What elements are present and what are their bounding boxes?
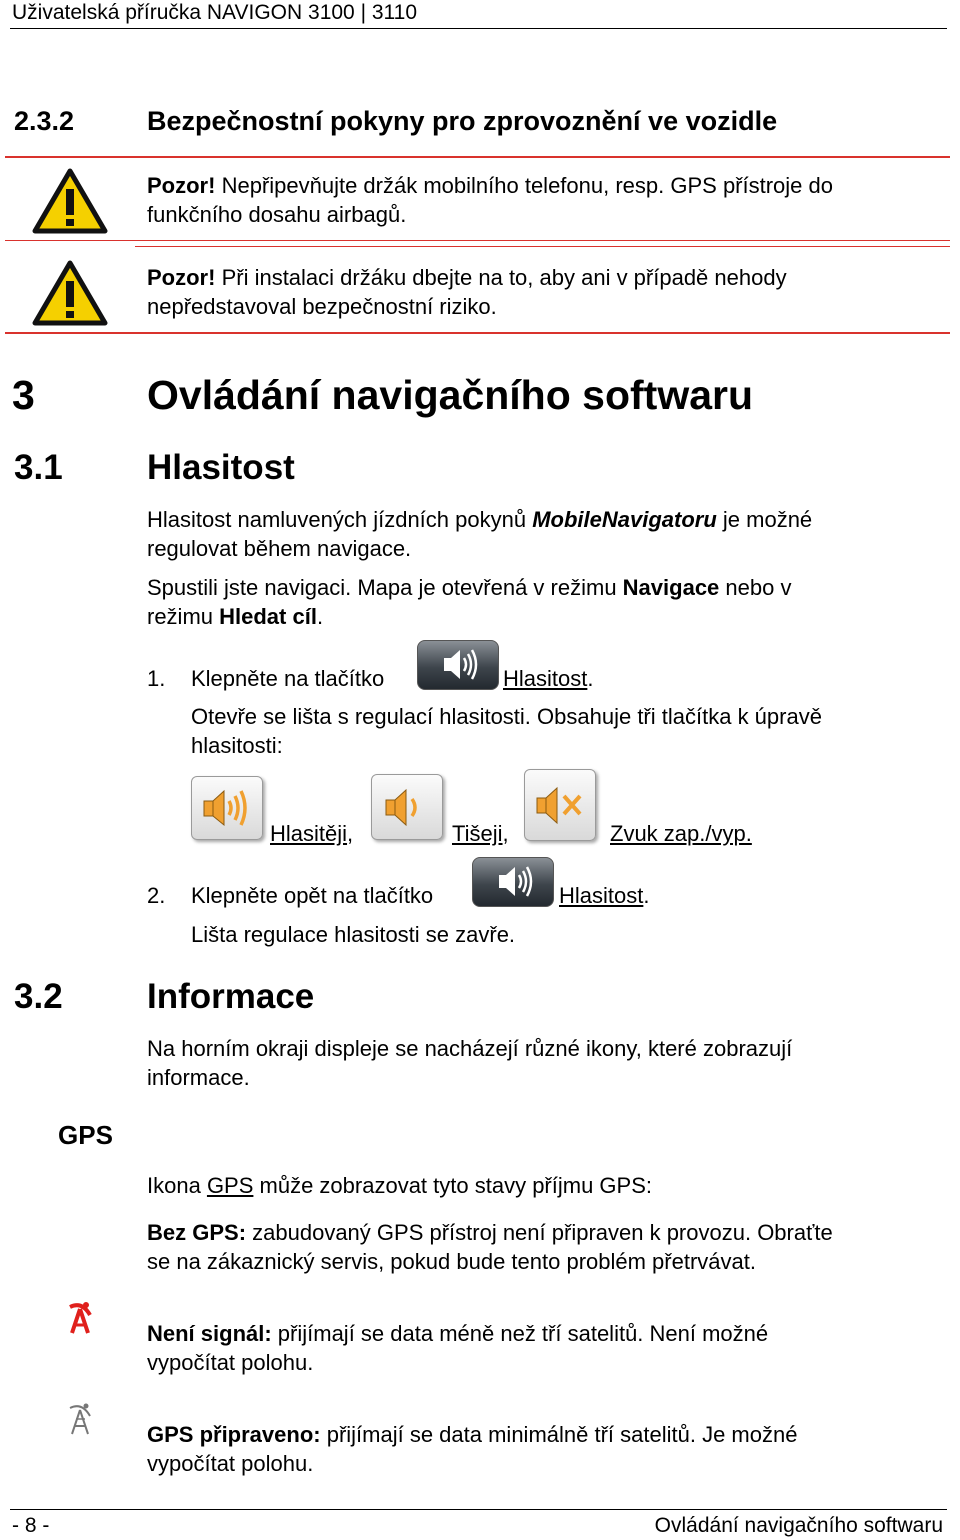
footer-divider xyxy=(10,1509,947,1510)
step-description: Lišta regulace hlasitosti se zavře. xyxy=(191,922,516,947)
section-number: 2.3.2 xyxy=(14,106,75,136)
step-number: 1. xyxy=(147,666,166,691)
volume-link-group: Hlasitost. xyxy=(559,883,650,908)
warning-icon xyxy=(32,260,108,326)
warning-text-1: Pozor! Nepřipevňujte držák mobilního telefonu, resp. GPS přístroje do funkčního dosahu airbagů. xyxy=(147,173,833,227)
step-description: Otevře se lišta s regulací hlasitosti. Obsahuje tři tlačítka k úpravě hlasitosti: xyxy=(191,704,822,758)
header-divider xyxy=(10,28,947,29)
mute-link[interactable]: Zvuk zap./vyp. xyxy=(610,821,752,846)
speaker-icon xyxy=(473,858,553,906)
step-text: Klepněte opět na tlačítko xyxy=(191,883,434,908)
chapter-number: 3 xyxy=(12,372,35,418)
speaker-loud-icon xyxy=(192,777,262,839)
step-number: 2. xyxy=(147,883,166,908)
warning-rule-mid-2 xyxy=(135,246,950,247)
chapter-title: Ovládání navigačního softwaru xyxy=(147,372,754,418)
section-title: Informace xyxy=(147,977,315,1016)
section-title: Bezpečnostní pokyny pro zprovoznění ve vozidle xyxy=(147,106,778,136)
warning-rule-bottom xyxy=(5,332,950,334)
louder-button[interactable] xyxy=(191,776,263,840)
warning-text-2: Pozor! Při instalaci držáku dbejte na to, aby ani v případě nehody nepředstavoval bezpečnostní riziko. xyxy=(147,265,787,319)
gps-link[interactable]: GPS xyxy=(206,1173,254,1198)
quieter-label-group: Tišeji, xyxy=(452,821,509,846)
volume-link[interactable]: Hlasitost xyxy=(559,883,644,908)
section-title: Hlasitost xyxy=(147,448,295,487)
gps-status-ready: GPS připraveno: přijímají se data minimálně tří satelitů. Je možné vypočítat polohu. xyxy=(147,1422,798,1476)
footer-chapter: Ovládání navigačního softwaru xyxy=(654,1514,943,1537)
gps-no-signal-icon xyxy=(64,1297,98,1337)
mute-button[interactable] xyxy=(524,769,596,841)
gps-ready-icon xyxy=(64,1398,98,1438)
volume-paragraph-1: Hlasitost namluvených jízdních pokynů MobileNavigatoru je možné regulovat během navigace. xyxy=(147,507,813,561)
warning-rule-mid-1 xyxy=(5,240,950,241)
gps-status-no-gps: Bez GPS: zabudovaný GPS přístroj není připraven k provozu. Obraťte se na zákaznický servis, pokud bude tento problém přetrvávat. xyxy=(147,1220,833,1274)
section-number: 3.2 xyxy=(14,977,63,1016)
gps-status-no-signal: Není signál: přijímají se data méně než tří satelitů. Není možné vypočítat polohu. xyxy=(147,1321,769,1375)
info-paragraph: Na horním okraji displeje se nacházejí různé ikony, které zobrazují informace. xyxy=(147,1036,793,1090)
warning-icon xyxy=(32,168,108,234)
volume-button[interactable] xyxy=(472,857,554,907)
volume-button[interactable] xyxy=(417,640,499,690)
speaker-mute-icon xyxy=(525,770,595,840)
page-header-title: Uživatelská příručka NAVIGON 3100 | 3110 xyxy=(12,1,418,24)
mute-label-group xyxy=(610,819,752,848)
quieter-button[interactable] xyxy=(371,774,443,840)
warning-rule-top xyxy=(5,156,950,158)
volume-paragraph-2: Spustili jste navigaci. Mapa je otevřená v režimu Navigace nebo v režimu Hledat cíl. xyxy=(147,575,792,629)
gps-side-label: GPS xyxy=(58,1120,113,1150)
section-number: 3.1 xyxy=(14,448,63,487)
gps-intro: Ikona GPS může zobrazovat tyto stavy příjmu GPS: xyxy=(147,1173,652,1198)
page-number: - 8 - xyxy=(12,1514,50,1537)
louder-label-group: Hlasitěji, xyxy=(270,821,354,846)
step-text: Klepněte na tlačítko xyxy=(191,666,385,691)
speaker-icon xyxy=(418,641,498,689)
quieter-link[interactable]: Tišeji xyxy=(452,821,503,846)
louder-link[interactable]: Hlasitěji xyxy=(270,821,348,846)
volume-link[interactable]: Hlasitost xyxy=(503,666,588,691)
speaker-quiet-icon xyxy=(372,775,442,839)
volume-link-group: Hlasitost. xyxy=(503,666,594,691)
